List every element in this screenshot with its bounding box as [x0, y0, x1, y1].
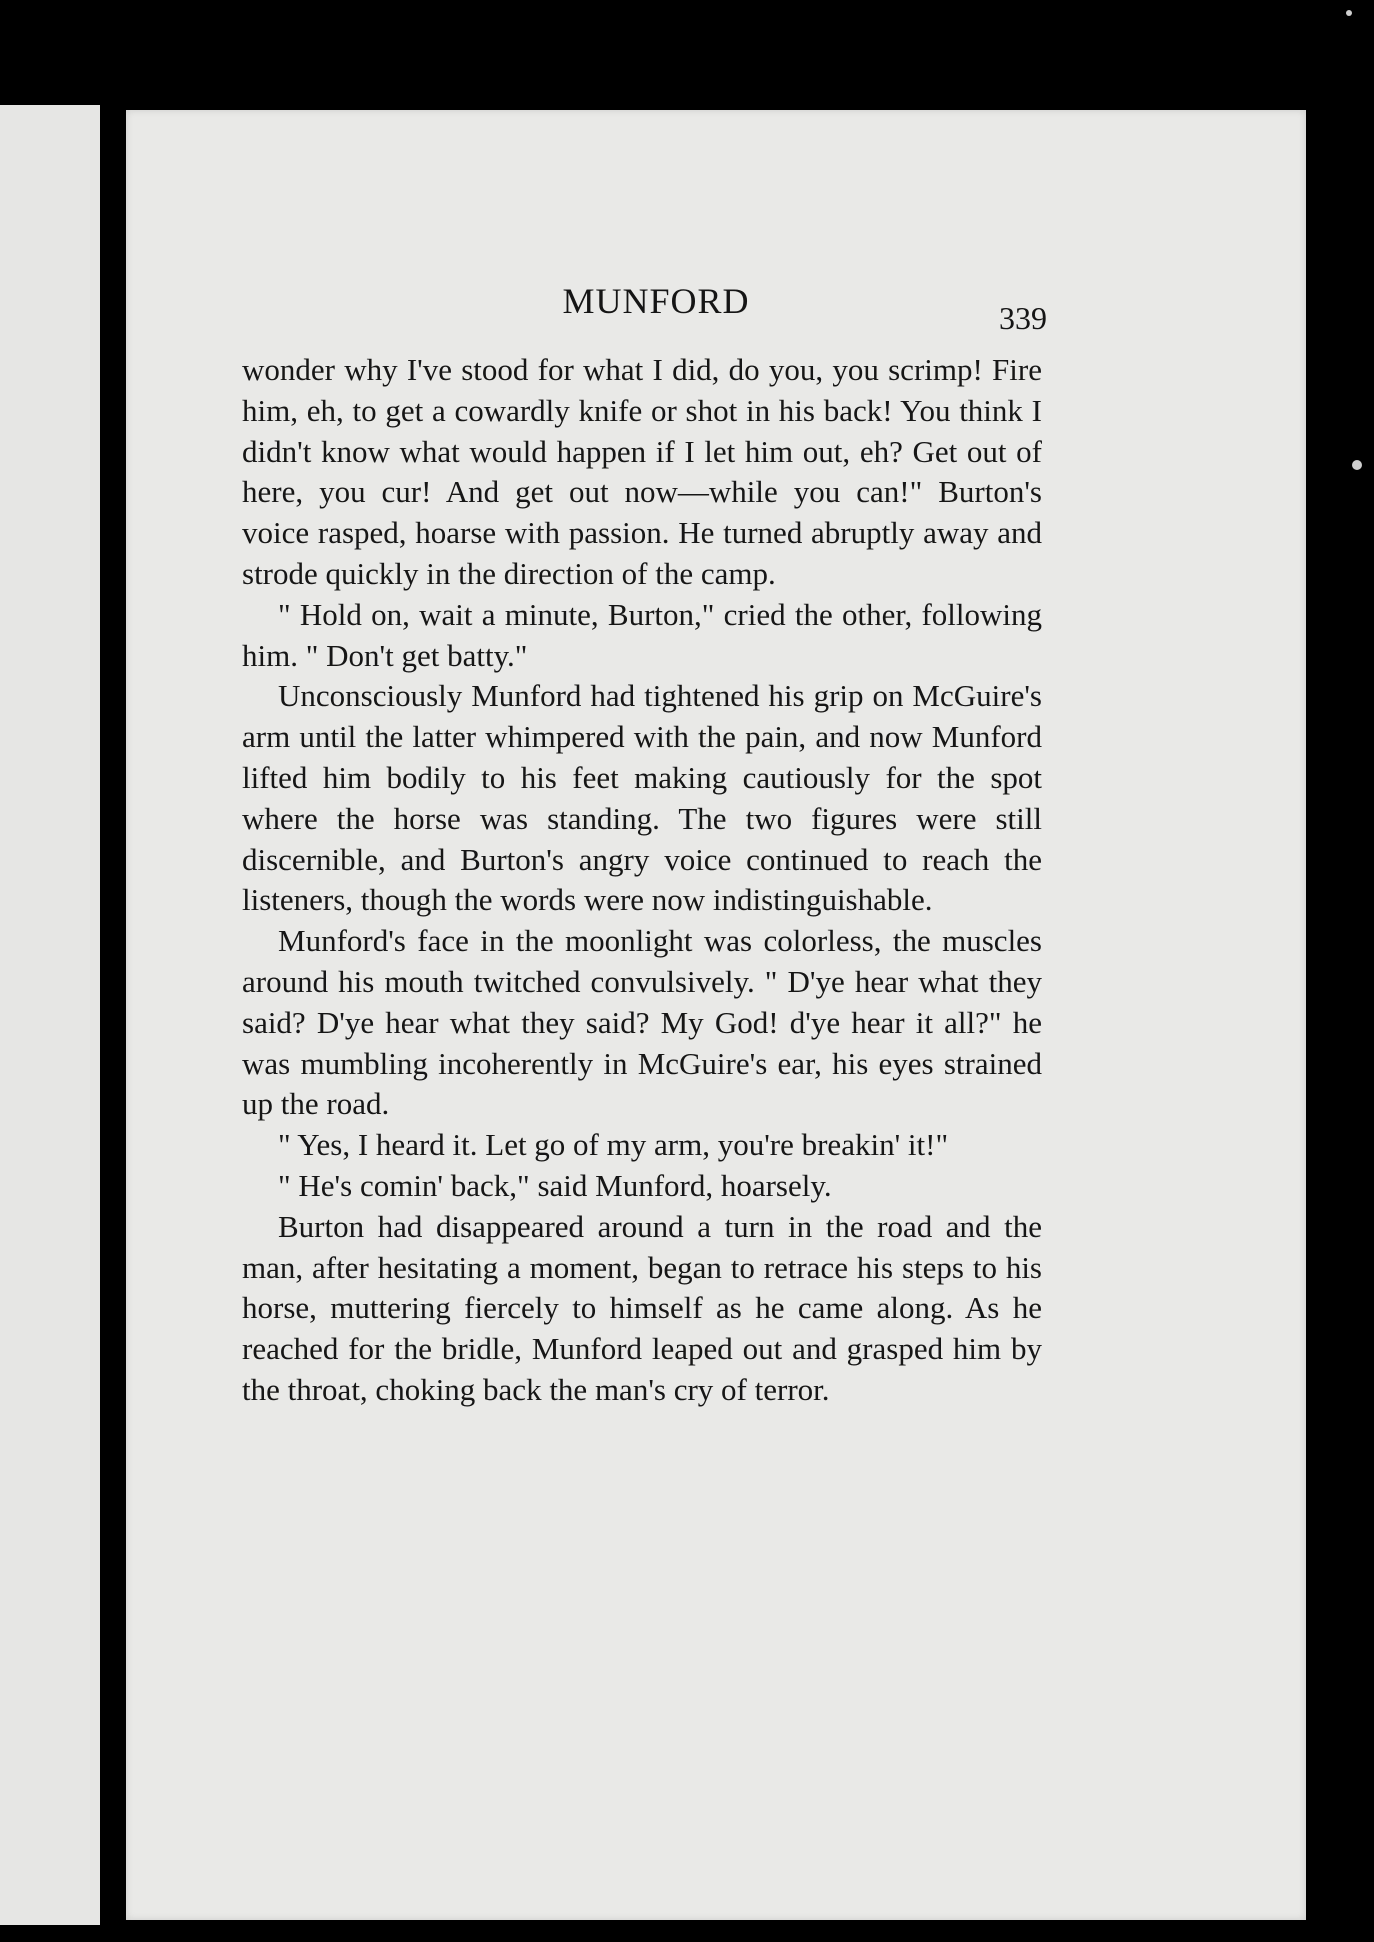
- paragraph: Burton had disappeared around a turn in the road and the man, after hesitating a moment, began to retrace his steps to his horse, muttering fiercely to himself as he came along. As he reached for the bridle, Munford leaped out and grasped him by the throat, choking back the man's cry of terror.: [242, 1208, 1042, 1407]
- page-number: 339: [999, 300, 1047, 336]
- book-gutter: [100, 112, 128, 1942]
- paragraph: " Hold on, wait a minute, Burton," cried the other, following him. " Don't get batty.": [242, 596, 1042, 673]
- page-body: [242, 350, 1042, 1411]
- book-page: [126, 110, 1306, 1920]
- scan-speck: [1352, 460, 1362, 470]
- facing-page-edge: [0, 105, 100, 1925]
- paragraph: " He's comin' back," said Munford, hoarsely.: [278, 1167, 832, 1203]
- paragraph: Munford's face in the moonlight was colorless, the muscles around his mouth twitched convulsively. " D'ye hear what they said? D'ye hear what they said? My God! d'ye hear it all?" he was mumbling incoherently in McGuire's ear, his eyes strained up the road.: [242, 923, 1042, 1122]
- paragraph: " Yes, I heard it. Let go of my arm, you're breakin' it!": [278, 1127, 949, 1163]
- paragraph: Unconsciously Munford had tightened his grip on McGuire's arm until the latter whimpered with the pain, and now Munford lifted him bodily to his feet making cautiously for the spot where the horse was standing. The two figures were still discernible, and Burton's angry voice continued to reach the listeners, though the words were now indistinguishable.: [242, 678, 1042, 918]
- running-head: MUNFORD: [562, 281, 750, 321]
- paragraph: wonder why I've stood for what I did, do you, you scrimp! Fire him, eh, to get a cowardly knife or shot in his back! You think I didn't know what would happen if I let him out, eh? Get out of here, you cur! And get out now—while you can!" Burton's voice rasped, hoarse with passion. He turned abruptly away and strode quickly in the direction of the camp.: [242, 352, 1042, 591]
- scan-speck: [1346, 10, 1352, 16]
